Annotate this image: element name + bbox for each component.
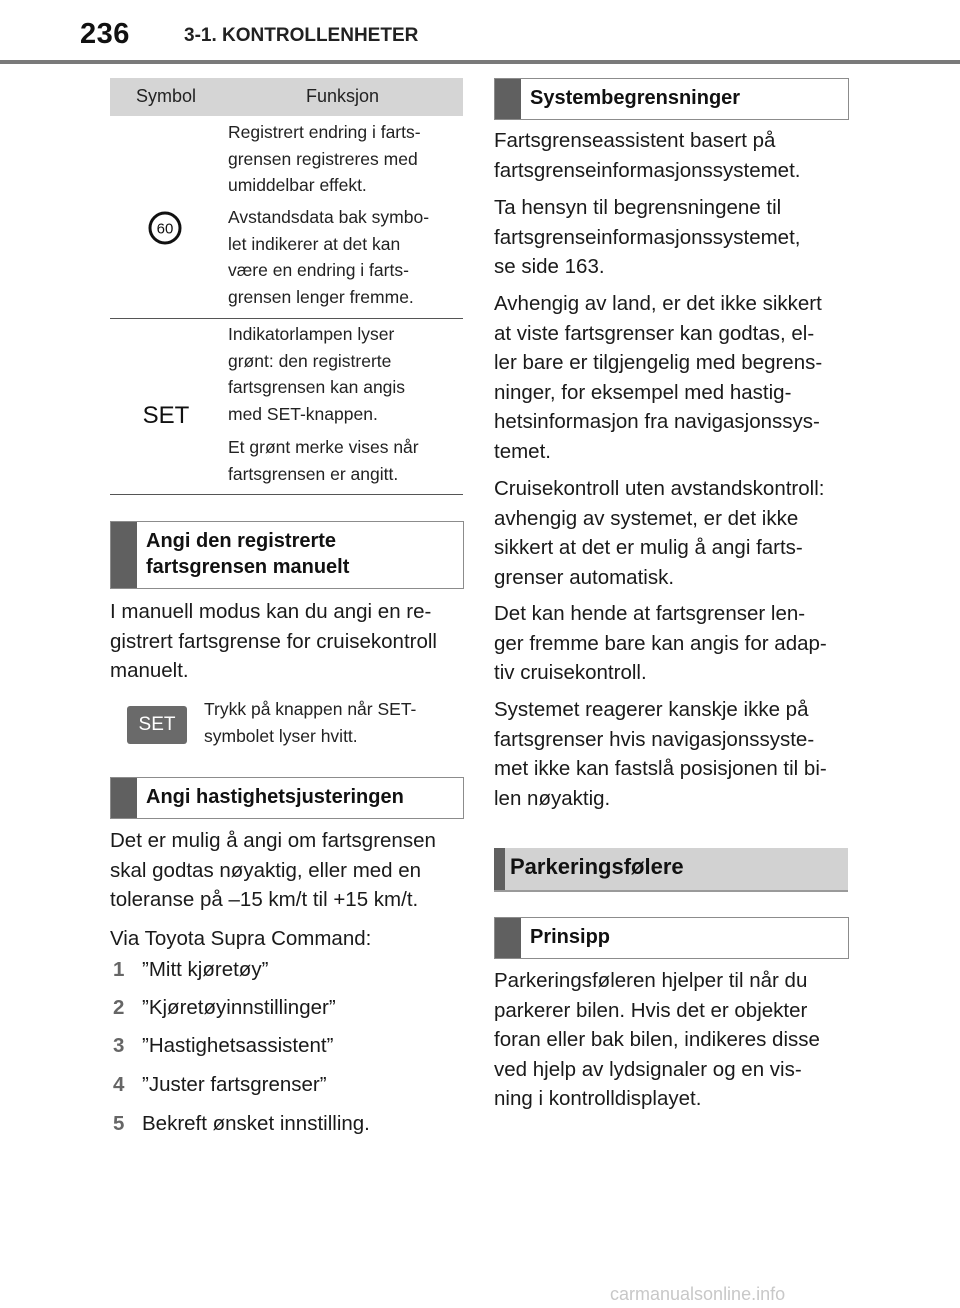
limits-paragraph-5: Det kan hende at fartsgrenser len- ger fremme bare kan angis for adap- tiv cruisekontroll. bbox=[494, 602, 827, 684]
section-title-principle: Prinsipp bbox=[530, 926, 611, 948]
table-header bbox=[110, 78, 463, 116]
speed-paragraph: Det er mulig å angi om fartsgrensen skal godtas nøyaktig, eller med en toleranse på –15 km/t til +15 km/t. bbox=[110, 829, 436, 911]
section-heading-bar bbox=[111, 778, 137, 818]
row2-text-a: Indikatorlampen lyser grønt: den registrerte fartsgrensen kan angis med SET-knappen. bbox=[228, 324, 406, 424]
set-button-instruction: Trykk på knappen når SET- symbolet lyser hvitt. bbox=[204, 699, 417, 746]
step-number: 5 bbox=[113, 1112, 125, 1135]
section-heading-bar bbox=[111, 522, 137, 588]
section-heading-principle bbox=[494, 917, 849, 959]
step-text: Bekreft ønsket innstilling. bbox=[142, 1112, 370, 1135]
section-heading-limits bbox=[494, 78, 849, 120]
step-number: 1 bbox=[113, 958, 125, 981]
header-rule bbox=[0, 60, 960, 64]
principle-paragraph: Parkeringsføleren hjelper til når du parkerer bilen. Hvis det er objekter foran eller bak bilen, indikeres disse ved hjelp av lydsignaler og en vis- ning i kontrolldisplayet. bbox=[494, 969, 820, 1110]
chapter-title: 3-1. KONTROLLENHETER bbox=[184, 25, 419, 46]
speed-limit-value: 60 bbox=[156, 220, 174, 238]
section-heading-manual bbox=[110, 521, 464, 589]
chapter-heading-parking bbox=[494, 848, 848, 892]
chapter-title-parking: Parkeringsfølere bbox=[510, 854, 684, 879]
table-row-divider bbox=[110, 318, 463, 319]
step-text: ”Hastighetsassistent” bbox=[142, 1034, 334, 1057]
step-text: ”Juster fartsgrenser” bbox=[142, 1073, 327, 1096]
section-heading-bar bbox=[495, 79, 521, 119]
manual-paragraph: I manuell modus kan du angi en re- gistrert fartsgrense for cruisekontroll manuelt. bbox=[110, 600, 437, 682]
table-bottom-rule bbox=[110, 494, 463, 495]
speed-limit-60-icon bbox=[148, 211, 182, 245]
set-button-icon: SET bbox=[127, 706, 187, 744]
section-title-manual: Angi den registrerte fartsgrensen manuelt bbox=[146, 530, 350, 578]
page-header bbox=[0, 0, 960, 64]
limits-paragraph-1: Fartsgrenseassistent basert på fartsgrenseinformasjonssystemet. bbox=[494, 129, 801, 182]
step-number: 2 bbox=[113, 996, 125, 1019]
page-number: 236 bbox=[80, 18, 130, 50]
via-command-text: Via Toyota Supra Command: bbox=[110, 927, 372, 950]
section-title-limits: Systembegrensninger bbox=[530, 87, 741, 109]
section-heading-bar bbox=[495, 918, 521, 958]
section-heading-speed bbox=[110, 777, 464, 819]
step-text: ”Kjøretøyinnstillinger” bbox=[142, 996, 336, 1019]
limits-paragraph-2: Ta hensyn til begrensningene til fartsgrenseinformasjonssystemet, se side 163. bbox=[494, 196, 801, 278]
limits-paragraph-3: Avhengig av land, er det ikke sikkert at viste fartsgrenser kan godtas, el- ler bare er tilgjengelig med begrens- ninger, for eksempel med hastig- hetsinformasjon fra navigasjonssys- temet. bbox=[494, 292, 823, 463]
column-header-function: Funksjon bbox=[305, 86, 380, 106]
set-symbol: SET bbox=[142, 402, 190, 429]
row2-text-b: Et grønt merke vises når fartsgrensen er angitt. bbox=[228, 437, 419, 484]
column-header-symbol: Symbol bbox=[135, 86, 197, 106]
row1-text-b: Avstandsdata bak symbo- let indikerer at det kan være en endring i farts- grensen lenger fremme. bbox=[228, 207, 430, 307]
limits-paragraph-4: Cruisekontroll uten avstandskontroll: avhengig av systemet, er det ikke sikkert at det er mulig å angi farts- grenser automatisk. bbox=[494, 477, 825, 589]
step-number: 4 bbox=[113, 1073, 125, 1096]
chapter-heading-bar bbox=[494, 848, 505, 890]
step-number: 3 bbox=[113, 1034, 125, 1057]
limits-paragraph-6: Systemet reagerer kanskje ikke på fartsgrenser hvis navigasjonssyste- met ikke kan fastslå posisjonen til bi- len nøyaktig. bbox=[494, 698, 827, 810]
row1-text-a: Registrert endring i farts- grensen registreres med umiddelbar effekt. bbox=[228, 122, 421, 195]
watermark: carmanualsonline.info bbox=[610, 1284, 786, 1304]
section-title-speed: Angi hastighetsjusteringen bbox=[146, 786, 404, 808]
step-text: ”Mitt kjøretøy” bbox=[142, 958, 269, 981]
